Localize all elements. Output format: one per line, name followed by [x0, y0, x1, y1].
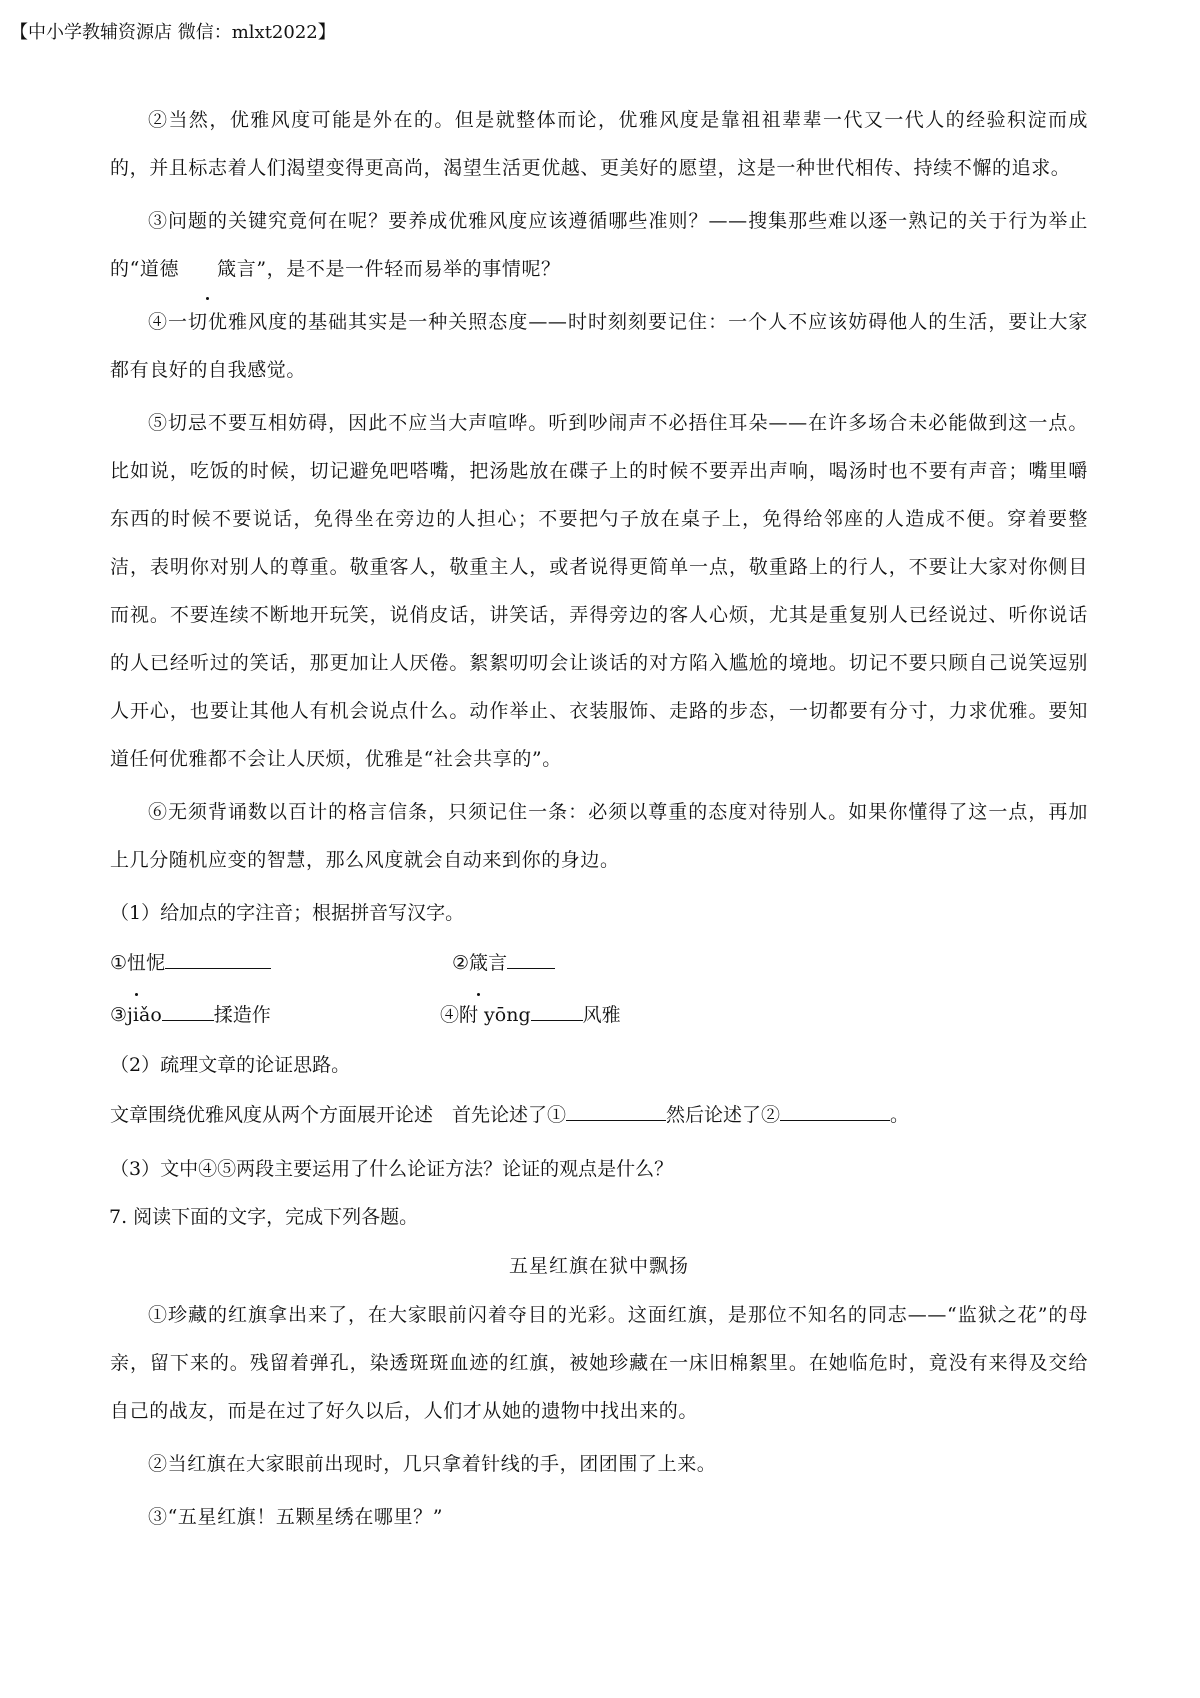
- item-3-prefix: ③jiǎo: [110, 1004, 162, 1026]
- dotted-character-zhen: 箴: [179, 245, 237, 293]
- item-1-number: ①: [110, 952, 128, 974]
- passage-paragraph-5: ⑤切忌不要互相妨碍，因此不应当大声喧哗。听到吵闹声不必捂住耳朵——在许多场合未必能做到这一点。比如说，吃饭的时候，切记避免吧嗒嘴，把汤匙放在碟子上的时候不要弄出声响，喝汤时也不要有声音；嘴里嚼东西的时候不要说话，免得坐在旁边的人担心；不要把勺子放在桌子上，免得给邻座的人造成不便。穿着要整洁，表明你对别人的尊重。敬重客人，敬重主人，或者说得更简单一点，敬重路上的行人，不要让大家对你侧目而视。不要连续不断地开玩笑，说俏皮话，讲笑话，弄得旁边的客人心烦，尤其是重复别人已经说过、听你说话的人已经听过的笑话，那更加让人厌倦。絮絮叨叨会让谈话的对方陷入尴尬的境地。切记不要只顾自己说笑逗别人开心，也要让其他人有机会说点什么。动作举止、衣装服饰、走路的步态，一切都要有分寸，力求优雅。要知道任何优雅都不会让人厌烦，优雅是“社会共享的”。: [110, 412, 1088, 770]
- question-1-item-1: [110, 937, 452, 989]
- item-4-prefix: ④附 yōng: [440, 1004, 531, 1026]
- question-2-prompt: （2）疏理文章的论证思路。: [110, 1054, 351, 1076]
- answer-blank-3[interactable]: [162, 1002, 214, 1021]
- dotted-character-zhen-2: 箴: [469, 937, 488, 989]
- question-1-row-b: [110, 989, 1088, 1041]
- passage-paragraph-3-text-b: 言”，是不是一件轻而易举的事情呢？: [236, 258, 561, 280]
- question-1-item-3: [110, 989, 452, 1041]
- item-3-suffix: 揉造作: [213, 1004, 271, 1026]
- passage-paragraph-4: ④一切优雅风度的基础其实是一种关照态度——时时刻刻要记住：一个人不应该妨碍他人的生活，要让大家都有良好的自我感觉。: [110, 311, 1088, 381]
- item-2-number: ②: [452, 952, 470, 974]
- answer-blank-2[interactable]: [507, 950, 555, 969]
- passage-paragraph-2: ②当然，优雅风度可能是外在的。但是就整体而论，优雅风度是靠祖祖辈辈一代又一代人的经验积淀而成的，并且标志着人们渴望变得更高尚，渴望生活更优越、更美好的愿望，这是一种世代相传、持续不懈的追求。: [110, 109, 1088, 179]
- header-note: 【中小学教辅资源店 微信：mlxt2022】: [10, 22, 336, 43]
- question-1-item-4: [440, 989, 840, 1041]
- question-2-answer-line: [110, 1089, 1088, 1141]
- item-1-rest: 怩: [146, 952, 166, 974]
- page-content: [110, 96, 1088, 1546]
- story-title: 五星红旗在狱中飘扬: [508, 1255, 689, 1277]
- passage-paragraph-3: [110, 197, 1088, 293]
- passage-paragraph-6: ⑥无须背诵数以百计的格言信条，只须记住一条：必须以尊重的态度对待别人。如果你懂得了这一点，再加上几分随机应变的智慧，那么风度就会自动来到你的身边。: [110, 801, 1088, 871]
- question-2-text-b: 然后论述了②: [666, 1104, 781, 1126]
- question-1-item-2: [452, 937, 852, 989]
- question-3-prompt: （3）文中④⑤两段主要运用了什么论证方法？论证的观点是什么？: [110, 1158, 674, 1180]
- item-4-suffix: 风雅: [582, 1004, 621, 1026]
- answer-blank-6[interactable]: [780, 1102, 890, 1121]
- question-1-row-a: [110, 937, 1088, 989]
- item-2-rest: 言: [488, 952, 508, 974]
- story-paragraph-3: ③“五星红旗！五颗星绣在哪里？”: [148, 1506, 444, 1528]
- story-paragraph-2: ②当红旗在大家眼前出现时，几只拿着针线的手，团团围了上来。: [148, 1453, 717, 1475]
- story-paragraph-1: ①珍藏的红旗拿出来了，在大家眼前闪着夺目的光彩。这面红旗，是那位不知名的同志——“监狱之花”的母亲，留下来的。残留着弹孔，染透斑斑血迹的红旗，被她珍藏在一床旧棉絮里。在她临危时，竟没有来得及交给自己的战友，而是在过了好久以后，人们才从她的遗物中找出来的。: [110, 1304, 1088, 1422]
- answer-blank-5[interactable]: [566, 1102, 666, 1121]
- answer-blank-1[interactable]: [165, 950, 271, 969]
- dotted-character-niu: 忸: [127, 937, 146, 989]
- question-7-prompt: 7. 阅读下面的文字，完成下列各题。: [109, 1206, 419, 1228]
- question-2-text-c: 。: [890, 1104, 910, 1126]
- question-2-text-a: 文章围绕优雅风度从两个方面展开论述 首先论述了①: [110, 1104, 567, 1126]
- question-1-prompt: （1）给加点的字注音；根据拼音写汉字。: [110, 902, 465, 924]
- passage-paragraph-3-text-a: ③问题的关键究竟何在呢？要养成优雅风度应该遵循哪些准则？——搜集那些难以逐一熟记的关于行为举止的“道德: [110, 210, 1088, 280]
- answer-blank-4[interactable]: [531, 1002, 583, 1021]
